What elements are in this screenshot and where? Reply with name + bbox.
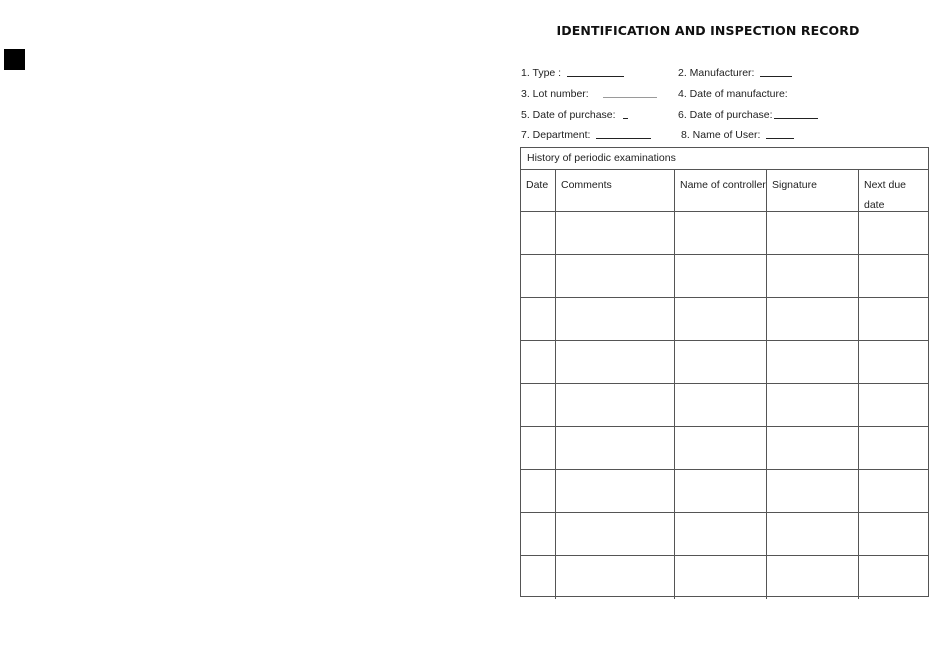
field-lot-number-label: 3. Lot number: [521,88,589,100]
field-name-of-user-blank[interactable] [766,138,794,139]
signature-cell[interactable] [767,470,859,512]
field-date-of-purchase-5 [521,109,628,121]
controller-cell[interactable] [675,212,767,254]
next-due-date-cell[interactable] [859,341,928,383]
signature-cell[interactable] [767,298,859,340]
table-row [521,384,928,427]
field-type-blank[interactable] [567,76,624,77]
header-date: Date [521,170,556,211]
comments-cell[interactable] [556,556,675,599]
date-cell[interactable] [521,298,556,340]
next-due-date-cell[interactable] [859,470,928,512]
signature-cell[interactable] [767,341,859,383]
signature-cell[interactable] [767,556,859,599]
table-header-row [521,170,928,212]
comments-cell[interactable] [556,298,675,340]
field-date-of-purchase-6-label: 6. Date of purchase: [678,109,773,121]
field-lot-number-blank[interactable] [603,97,657,98]
field-type-label: 1. Type : [521,67,562,79]
field-department-blank[interactable] [596,138,651,139]
field-date-of-manufacture [678,88,788,100]
controller-cell[interactable] [675,513,767,555]
field-manufacturer-label: 2. Manufacturer: [678,67,755,79]
date-cell[interactable] [521,556,556,599]
signature-cell[interactable] [767,255,859,297]
next-due-date-cell[interactable] [859,513,928,555]
next-due-date-cell[interactable] [859,384,928,426]
field-department-label: 7. Department: [521,129,591,141]
comments-cell[interactable] [556,384,675,426]
comments-cell[interactable] [556,470,675,512]
field-lot-number [521,88,657,100]
date-cell[interactable] [521,255,556,297]
table-row [521,255,928,298]
date-cell[interactable] [521,427,556,469]
controller-cell[interactable] [675,470,767,512]
comments-cell[interactable] [556,212,675,254]
field-type [521,67,624,79]
controller-cell[interactable] [675,341,767,383]
signature-cell[interactable] [767,384,859,426]
table-row [521,427,928,470]
table-row [521,341,928,384]
table-body [521,212,928,599]
signature-cell[interactable] [767,427,859,469]
table-row [521,298,928,341]
controller-cell[interactable] [675,255,767,297]
header-name-of-controller: Name of controller [675,170,767,211]
field-date-of-purchase-5-blank[interactable] [623,118,628,119]
field-department [521,129,651,141]
date-cell[interactable] [521,212,556,254]
examination-history-table [520,147,929,597]
next-due-date-cell[interactable] [859,212,928,254]
field-name-of-user [681,129,794,141]
page-title: IDENTIFICATION AND INSPECTION RECORD [556,23,860,38]
field-date-of-manufacture-label: 4. Date of manufacture: [678,88,788,100]
controller-cell[interactable] [675,556,767,599]
header-signature: Signature [767,170,859,211]
field-manufacturer-blank[interactable] [760,76,792,77]
field-manufacturer [678,67,792,79]
comments-cell[interactable] [556,255,675,297]
comments-cell[interactable] [556,427,675,469]
date-cell[interactable] [521,341,556,383]
signature-cell[interactable] [767,513,859,555]
next-due-date-cell[interactable] [859,255,928,297]
table-row [521,470,928,513]
table-row [521,513,928,556]
table-caption: History of periodic examinations [521,148,928,170]
field-date-of-purchase-5-label: 5. Date of purchase: [521,109,616,121]
next-due-date-cell[interactable] [859,427,928,469]
signature-cell[interactable] [767,212,859,254]
date-cell[interactable] [521,513,556,555]
black-square-marker [4,49,25,70]
controller-cell[interactable] [675,298,767,340]
comments-cell[interactable] [556,513,675,555]
table-row [521,212,928,255]
table-row [521,556,928,599]
header-comments: Comments [556,170,675,211]
date-cell[interactable] [521,470,556,512]
comments-cell[interactable] [556,341,675,383]
field-date-of-purchase-6-blank[interactable] [774,118,818,119]
field-name-of-user-label: 8. Name of User: [681,129,761,141]
controller-cell[interactable] [675,427,767,469]
header-next-due-date: Next due date [864,179,907,211]
field-date-of-purchase-6 [678,109,818,121]
next-due-date-cell[interactable] [859,556,928,599]
controller-cell[interactable] [675,384,767,426]
next-due-date-cell[interactable] [859,298,928,340]
date-cell[interactable] [521,384,556,426]
